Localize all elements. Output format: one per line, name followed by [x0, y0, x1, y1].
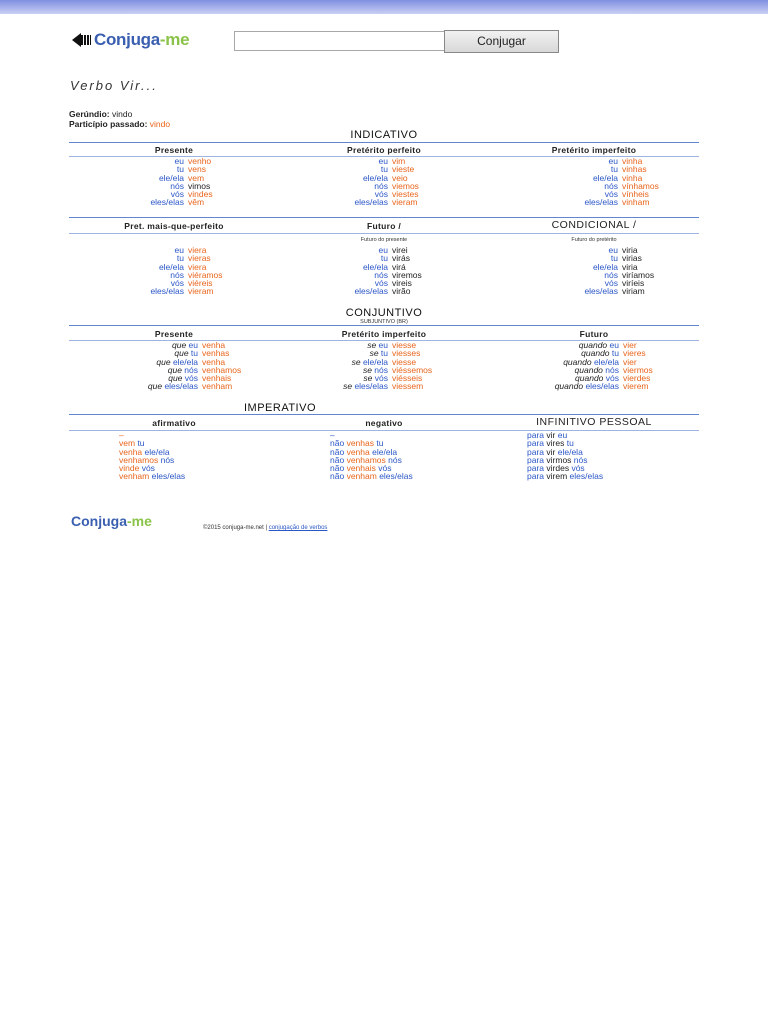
verb-form: virem	[546, 471, 568, 482]
verb-form: viriam	[622, 286, 645, 297]
verb-form: venhamos	[202, 364, 242, 375]
conj-indicativo-imperfeito	[489, 157, 659, 207]
verb-form: viria	[622, 245, 638, 255]
col-head-presente: Presente	[154, 145, 194, 155]
pronoun: vós	[374, 278, 388, 289]
divider	[69, 414, 699, 415]
preposition: para	[527, 446, 545, 457]
section-indicativo: INDICATIVO	[350, 129, 418, 141]
verb-form: vireis	[392, 278, 412, 289]
verb-form: vieras	[188, 253, 211, 264]
pronoun: nós	[184, 364, 198, 375]
divider	[69, 217, 699, 218]
conj-row	[69, 382, 241, 390]
subjuntivo-note: SUBJUNTIVO (BR)	[360, 319, 408, 325]
conj-row	[69, 198, 213, 206]
verb-form: vens	[188, 164, 206, 175]
conj-prefix	[279, 382, 388, 390]
participle-line	[69, 119, 170, 129]
pronoun: vós	[170, 189, 184, 200]
pronoun: eu	[174, 156, 184, 166]
verb-form: venhais	[202, 373, 232, 384]
verb-form: venhais	[346, 463, 376, 474]
pronoun: eles/elas	[164, 381, 198, 392]
col-head-imperfeito: Pretérito imperfeito	[551, 145, 637, 155]
pronoun: ele/ela	[592, 172, 618, 183]
conjunction: quando	[575, 373, 606, 384]
pronoun: nós	[604, 180, 618, 191]
gerund-value: vindo	[111, 109, 133, 119]
pronoun: ele/ela	[362, 261, 388, 272]
conj-conjuntivo-imperfeito	[279, 341, 432, 391]
verb-form: viéssemos	[392, 364, 433, 375]
footer-logo[interactable]: Conjuga-me	[71, 513, 152, 529]
verb-form: vinhas	[622, 164, 647, 175]
pronoun: eu	[609, 340, 619, 350]
verb-form: viesse	[392, 340, 417, 350]
preposition: para	[527, 454, 545, 465]
verb-form: venhas	[346, 438, 374, 449]
verb-form: venhamos	[346, 454, 386, 465]
logo-text: Conjuga-me	[94, 30, 190, 49]
verb-form: –	[119, 430, 124, 440]
pronoun: tu	[380, 348, 388, 359]
section-conjuntivo: CONJUNTIVO	[345, 307, 423, 319]
pronoun: eles/elas	[150, 197, 184, 208]
verb-form: viéreis	[188, 278, 213, 289]
verb-form: vem	[119, 438, 136, 449]
pronoun: eles/elas	[585, 381, 619, 392]
conj-row	[119, 472, 185, 480]
conjunction: quando	[554, 381, 586, 392]
pronoun: eles/elas	[569, 471, 604, 482]
verb-form: vem	[188, 172, 205, 183]
verb-form: vierem	[623, 381, 649, 392]
pronoun: eles/elas	[584, 197, 618, 208]
pronoun: vós	[604, 189, 618, 200]
col-head-afirmativo: afirmativo	[152, 418, 196, 428]
verb-form: veio	[392, 172, 408, 183]
pronoun: ele/ela	[372, 446, 398, 457]
verb-form: venham	[202, 381, 233, 392]
conjunction: se	[367, 340, 379, 350]
futuro-presente-note: Futuro do presente	[360, 237, 408, 243]
pronoun: tu	[137, 438, 145, 449]
section-imperativo: IMPERATIVO	[243, 402, 317, 414]
verb-form: virei	[392, 245, 408, 255]
negation: não	[330, 463, 345, 474]
pronoun: nós	[160, 454, 175, 465]
pronoun: eu	[378, 245, 388, 255]
verb-form: viríamos	[622, 269, 655, 280]
conj-conjuntivo-presente	[69, 341, 241, 391]
gerund-line	[69, 109, 132, 119]
verb-form: vinde	[119, 463, 140, 474]
conjunction: se	[351, 356, 363, 367]
verb-form: vierdes	[623, 373, 651, 384]
verb-form: virá	[392, 261, 406, 272]
verb-form: vieram	[188, 286, 214, 297]
futuro-preterito-note: Futuro do pretérito	[571, 237, 617, 243]
verb-form: vimos	[188, 180, 211, 191]
pronoun: vós	[604, 278, 618, 289]
pronoun: tu	[176, 253, 184, 264]
verb-form: vieres	[623, 348, 646, 359]
verb-form: venhas	[202, 348, 230, 359]
pronoun: nós	[374, 269, 388, 280]
verb-form: virás	[392, 253, 410, 264]
conjugar-button[interactable]: Conjugar	[444, 30, 559, 53]
verb-form: venha	[202, 340, 226, 350]
verb-form: venha	[119, 446, 143, 457]
col-head-negativo: negativo	[365, 418, 403, 428]
pronoun: eles/elas	[379, 471, 413, 482]
gerund-label: Gerúndio:	[69, 109, 110, 119]
pronoun: tu	[376, 438, 384, 449]
verb-form: vir	[546, 430, 556, 440]
participle-value: vindo	[149, 119, 171, 129]
footer-link[interactable]: conjugação de verbos	[268, 525, 328, 531]
pronoun: eu	[557, 430, 568, 440]
pronoun: nós	[573, 454, 588, 465]
verb-form: vinha	[622, 172, 643, 183]
conjunction: quando	[581, 348, 612, 359]
conjunction: se	[369, 348, 381, 359]
negation: não	[330, 454, 345, 465]
negation: não	[330, 471, 345, 482]
conj-row	[527, 472, 603, 480]
verb-search-input[interactable]	[234, 31, 447, 51]
pronoun: vós	[374, 373, 388, 384]
conj-prefix	[69, 382, 198, 390]
preposition: para	[527, 430, 545, 440]
conjunction: que	[167, 364, 185, 375]
pronoun: ele/ela	[362, 172, 388, 183]
conjunction: que	[156, 356, 173, 367]
pronoun: tu	[176, 164, 184, 175]
conj-conjuntivo-futuro	[489, 341, 653, 391]
pronoun: nós	[374, 364, 388, 375]
verb-form: venha	[202, 356, 226, 367]
pronoun: eu	[608, 156, 618, 166]
participle-label: Particípio passado:	[69, 119, 148, 129]
conjunction: se	[362, 364, 375, 375]
pronoun: eles/elas	[151, 471, 186, 482]
col-head-conj-futuro: Futuro	[579, 329, 609, 339]
pronoun: nós	[604, 269, 618, 280]
pronoun: tu	[610, 253, 618, 264]
pronoun: vós	[170, 278, 184, 289]
verb-form: vier	[623, 356, 637, 367]
conj-indicativo-presente	[69, 157, 213, 207]
verb-form: viria	[622, 261, 638, 272]
footer-text	[203, 525, 327, 531]
divider	[69, 325, 699, 326]
conj-row	[279, 198, 419, 206]
conjunction: que	[174, 348, 191, 359]
conj-row	[279, 287, 422, 295]
pronoun: tu	[380, 253, 388, 264]
conj-row	[279, 382, 432, 390]
conjunction: que	[168, 373, 185, 384]
conj-row	[69, 287, 222, 295]
pronoun: tu	[566, 438, 574, 449]
pronoun: tu	[380, 164, 388, 175]
preposition: para	[527, 438, 545, 449]
divider	[69, 142, 699, 143]
verb-form: venham	[346, 471, 377, 482]
pronoun: eles/elas	[354, 197, 388, 208]
pronoun: nós	[388, 454, 402, 465]
conj-condicional	[489, 246, 654, 296]
verb-form: viestes	[392, 189, 419, 200]
conj-row	[489, 382, 653, 390]
back-arrow-icon	[72, 33, 81, 47]
pronoun: eles/elas	[354, 381, 388, 392]
verb-form: viera	[188, 261, 207, 272]
section-infinitivo-pessoal: INFINITIVO PESSOAL	[536, 416, 652, 428]
pronoun: vós	[374, 189, 388, 200]
verb-form: venha	[346, 446, 370, 457]
conjunction: quando	[563, 356, 594, 367]
conj-prefix	[489, 382, 619, 390]
conjunction: se	[363, 373, 375, 384]
pronoun: vós	[378, 463, 392, 474]
conj-imperativo-negativo	[330, 431, 413, 481]
conj-row	[489, 287, 654, 295]
verb-form: viésseis	[392, 373, 423, 384]
pronoun: ele/ela	[172, 356, 198, 367]
verb-form: vindes	[188, 189, 213, 200]
preposition: para	[527, 463, 545, 474]
col-head-futuro: Futuro /	[366, 221, 402, 231]
pronoun: ele/ela	[362, 356, 388, 367]
pronoun: eu	[188, 340, 198, 350]
pronoun: eu	[174, 245, 184, 255]
verb-form: venham	[119, 471, 150, 482]
verb-form: vires	[546, 438, 565, 449]
verb-form: vínhamos	[622, 180, 659, 191]
logo-bars-icon	[81, 35, 91, 45]
verb-form: vieram	[392, 197, 418, 208]
pronoun: ele/ela	[593, 356, 619, 367]
verb-form: viera	[188, 245, 207, 255]
pronoun: ele/ela	[158, 172, 184, 183]
pronoun: ele/ela	[144, 446, 170, 457]
verb-form: viesses	[392, 348, 421, 359]
verb-form: virmos	[546, 454, 572, 465]
pronoun: tu	[610, 164, 618, 175]
pronoun: eles/elas	[150, 286, 184, 297]
conjunction: se	[343, 381, 355, 392]
pronoun: nós	[170, 269, 184, 280]
verb-form: vieste	[392, 164, 415, 175]
pronoun: eu	[608, 245, 618, 255]
conj-indicativo-mais-que-perfeito	[69, 246, 222, 296]
conjunction: que	[171, 340, 189, 350]
pronoun: eles/elas	[584, 286, 618, 297]
top-gradient-bar	[0, 0, 768, 14]
pronoun: vós	[571, 463, 585, 474]
conj-indicativo-futuro	[279, 246, 422, 296]
verb-form: viríeis	[622, 278, 645, 289]
conjunction: quando	[578, 340, 610, 350]
negation: não	[330, 446, 345, 457]
verb-form: virias	[622, 253, 642, 264]
negation: –	[330, 430, 335, 440]
conj-row	[489, 198, 659, 206]
col-head-perfeito: Pretérito perfeito	[347, 145, 421, 155]
verb-form: venhamos	[119, 454, 159, 465]
verb-form: viremos	[392, 269, 422, 280]
pronoun: nós	[374, 180, 388, 191]
pronoun: vós	[184, 373, 198, 384]
conj-indicativo-perfeito	[279, 157, 419, 207]
verb-form: vinham	[622, 197, 650, 208]
conjunction: que	[147, 381, 165, 392]
verb-form: venho	[188, 156, 212, 166]
pronoun: eu	[378, 340, 388, 350]
pronoun: ele/ela	[158, 261, 184, 272]
col-head-mais-que-perfeito: Pret. mais-que-perfeito	[124, 221, 224, 231]
verb-title: Verbo Vir...	[70, 78, 158, 93]
pronoun: vós	[141, 463, 155, 474]
conj-infinitivo-pessoal	[527, 431, 603, 481]
pronoun: eu	[378, 156, 388, 166]
pronoun: tu	[611, 348, 619, 359]
pronoun: ele/ela	[557, 446, 583, 457]
conjunction: quando	[574, 364, 606, 375]
verb-form: viéramos	[188, 269, 223, 280]
negation: não	[330, 438, 345, 449]
divider	[69, 233, 699, 234]
verb-form: vinha	[622, 156, 643, 166]
verb-form: viemos	[392, 180, 419, 191]
col-head-conj-imperfeito: Pretérito imperfeito	[341, 329, 427, 339]
verb-form: vir	[546, 446, 556, 457]
pronoun: eles/elas	[354, 286, 388, 297]
pronoun: ele/ela	[592, 261, 618, 272]
verb-form: viessem	[392, 381, 424, 392]
verb-form: virão	[392, 286, 411, 297]
conj-imperativo-afirmativo	[119, 431, 185, 481]
preposition: para	[527, 471, 545, 482]
site-logo[interactable]	[72, 30, 189, 50]
verb-form: viesse	[392, 356, 417, 367]
verb-form: vêm	[188, 197, 205, 208]
verb-form: vínheis	[622, 189, 649, 200]
footer-copyright: ©2015 conjuga-me.net |	[203, 525, 268, 531]
pronoun: nós	[605, 364, 619, 375]
verb-form: vier	[623, 340, 637, 350]
col-head-conj-presente: Presente	[154, 329, 194, 339]
verb-form: viermos	[623, 364, 653, 375]
pronoun: tu	[190, 348, 198, 359]
conj-row	[330, 472, 413, 480]
verb-form: vim	[392, 156, 406, 166]
pronoun: vós	[605, 373, 619, 384]
section-condicional: CONDICIONAL /	[551, 219, 637, 231]
verb-form: virdes	[546, 463, 570, 474]
pronoun: nós	[170, 180, 184, 191]
